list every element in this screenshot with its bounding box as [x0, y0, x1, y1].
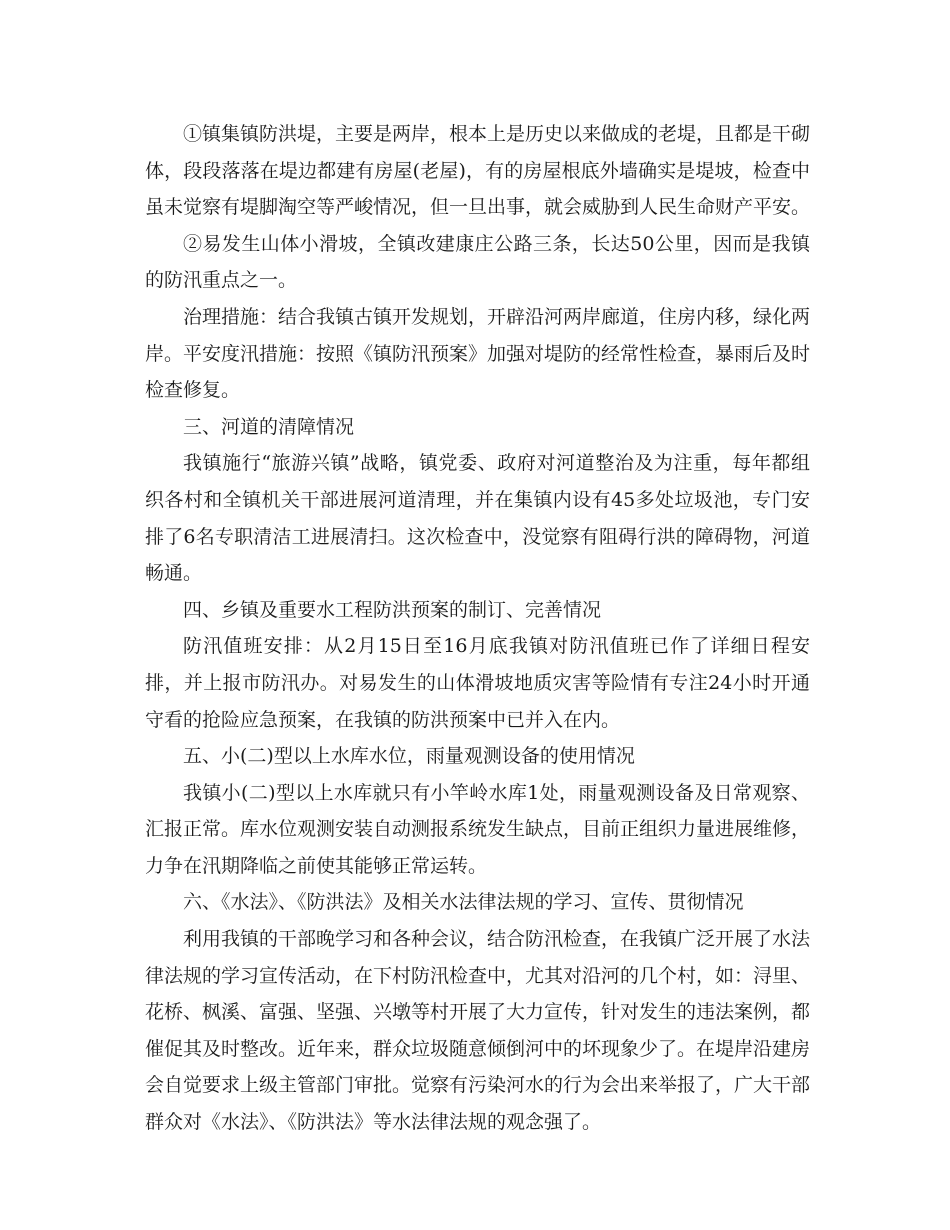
- section-heading-river-clearing: 三、河道的清障情况: [183, 415, 355, 438]
- paragraph-landslide: ②易发生山体小滑坡，全镇改建康庄公路三条，长达50公里，因而是我镇的防汛重点之一。: [145, 232, 810, 292]
- document-body: [145, 116, 810, 1141]
- paragraph-water-law: 利用我镇的干部晚学习和各种会议，结合防汛检查，在我镇广泛开展了水法律法规的学习宣传活动，在下村防汛检查中，尤其对沿河的几个村，如：浔里、花桥、枫溪、富强、坚强、兴墩等村开展了大力宣传，针对发生的违法案例，都催促其及时整改。近年来，群众垃圾随意倾倒河中的坏现象少了。在堤岸沿建房会自觉要求上级主管部门审批。觉察有污染河水的行为会出来举报了，广大干部群众对《水法》、《防洪法》等水法律法规的观念强了。: [145, 928, 811, 1134]
- paragraph-duty-schedule: 防汛值班安排：从2月15日至16月底我镇对防汛值班已作了详细日程安排，并上报市防汛办。对易发生的山体滑坡地质灾害等险情有专注24小时开通守看的抢险应急预案，在我镇的防洪预案中已并入在内。: [145, 635, 810, 731]
- section-heading-water-law: 六、《水法》、《防洪法》及相关水法律法规的学习、宣传、贯彻情况: [183, 891, 744, 914]
- section-heading-flood-plan: 四、乡镇及重要水工程防洪预案的制订、完善情况: [183, 598, 602, 621]
- paragraph-measures: 治理措施：结合我镇古镇开发规划，开辟沿河两岸廊道，住房内移，绿化两岸。平安度汛措施：按照《镇防汛预案》加强对堤防的经常性检查，暴雨后及时检查修复。: [145, 305, 811, 402]
- paragraph-embankment: ①镇集镇防洪堤，主要是两岸，根本上是历史以来做成的老堤，且都是干砌体，段段落落在堤边都建有房屋(老屋)，有的房屋根底外墙确实是堤坡，检查中虽未觉察有堤脚淘空等严峻情况，但一旦出事，就会威胁到人民生命财产平安。: [145, 123, 811, 219]
- paragraph-river-clearing: 我镇施行“旅游兴镇”战略，镇党委、政府对河道整治及为注重，每年都组织各村和全镇机关干部进展河道清理，并在集镇内设有45多处垃圾池，专门安排了6名专职清洁工进展清扫。这次检查中，没觉察有阻碍行洪的障碍物，河道畅通。: [145, 452, 810, 585]
- section-heading-reservoir: 五、小(二)型以上水库水位，雨量观测设备的使用情况: [183, 745, 635, 768]
- paragraph-reservoir: 我镇小(二)型以上水库就只有小竿岭水库1处，雨量观测设备及日常观察、汇报正常。库水位观测安装自动测报系统发生缺点，目前正组织力量进展维修，力争在汛期降临之前使其能够正常运转。: [145, 781, 811, 877]
